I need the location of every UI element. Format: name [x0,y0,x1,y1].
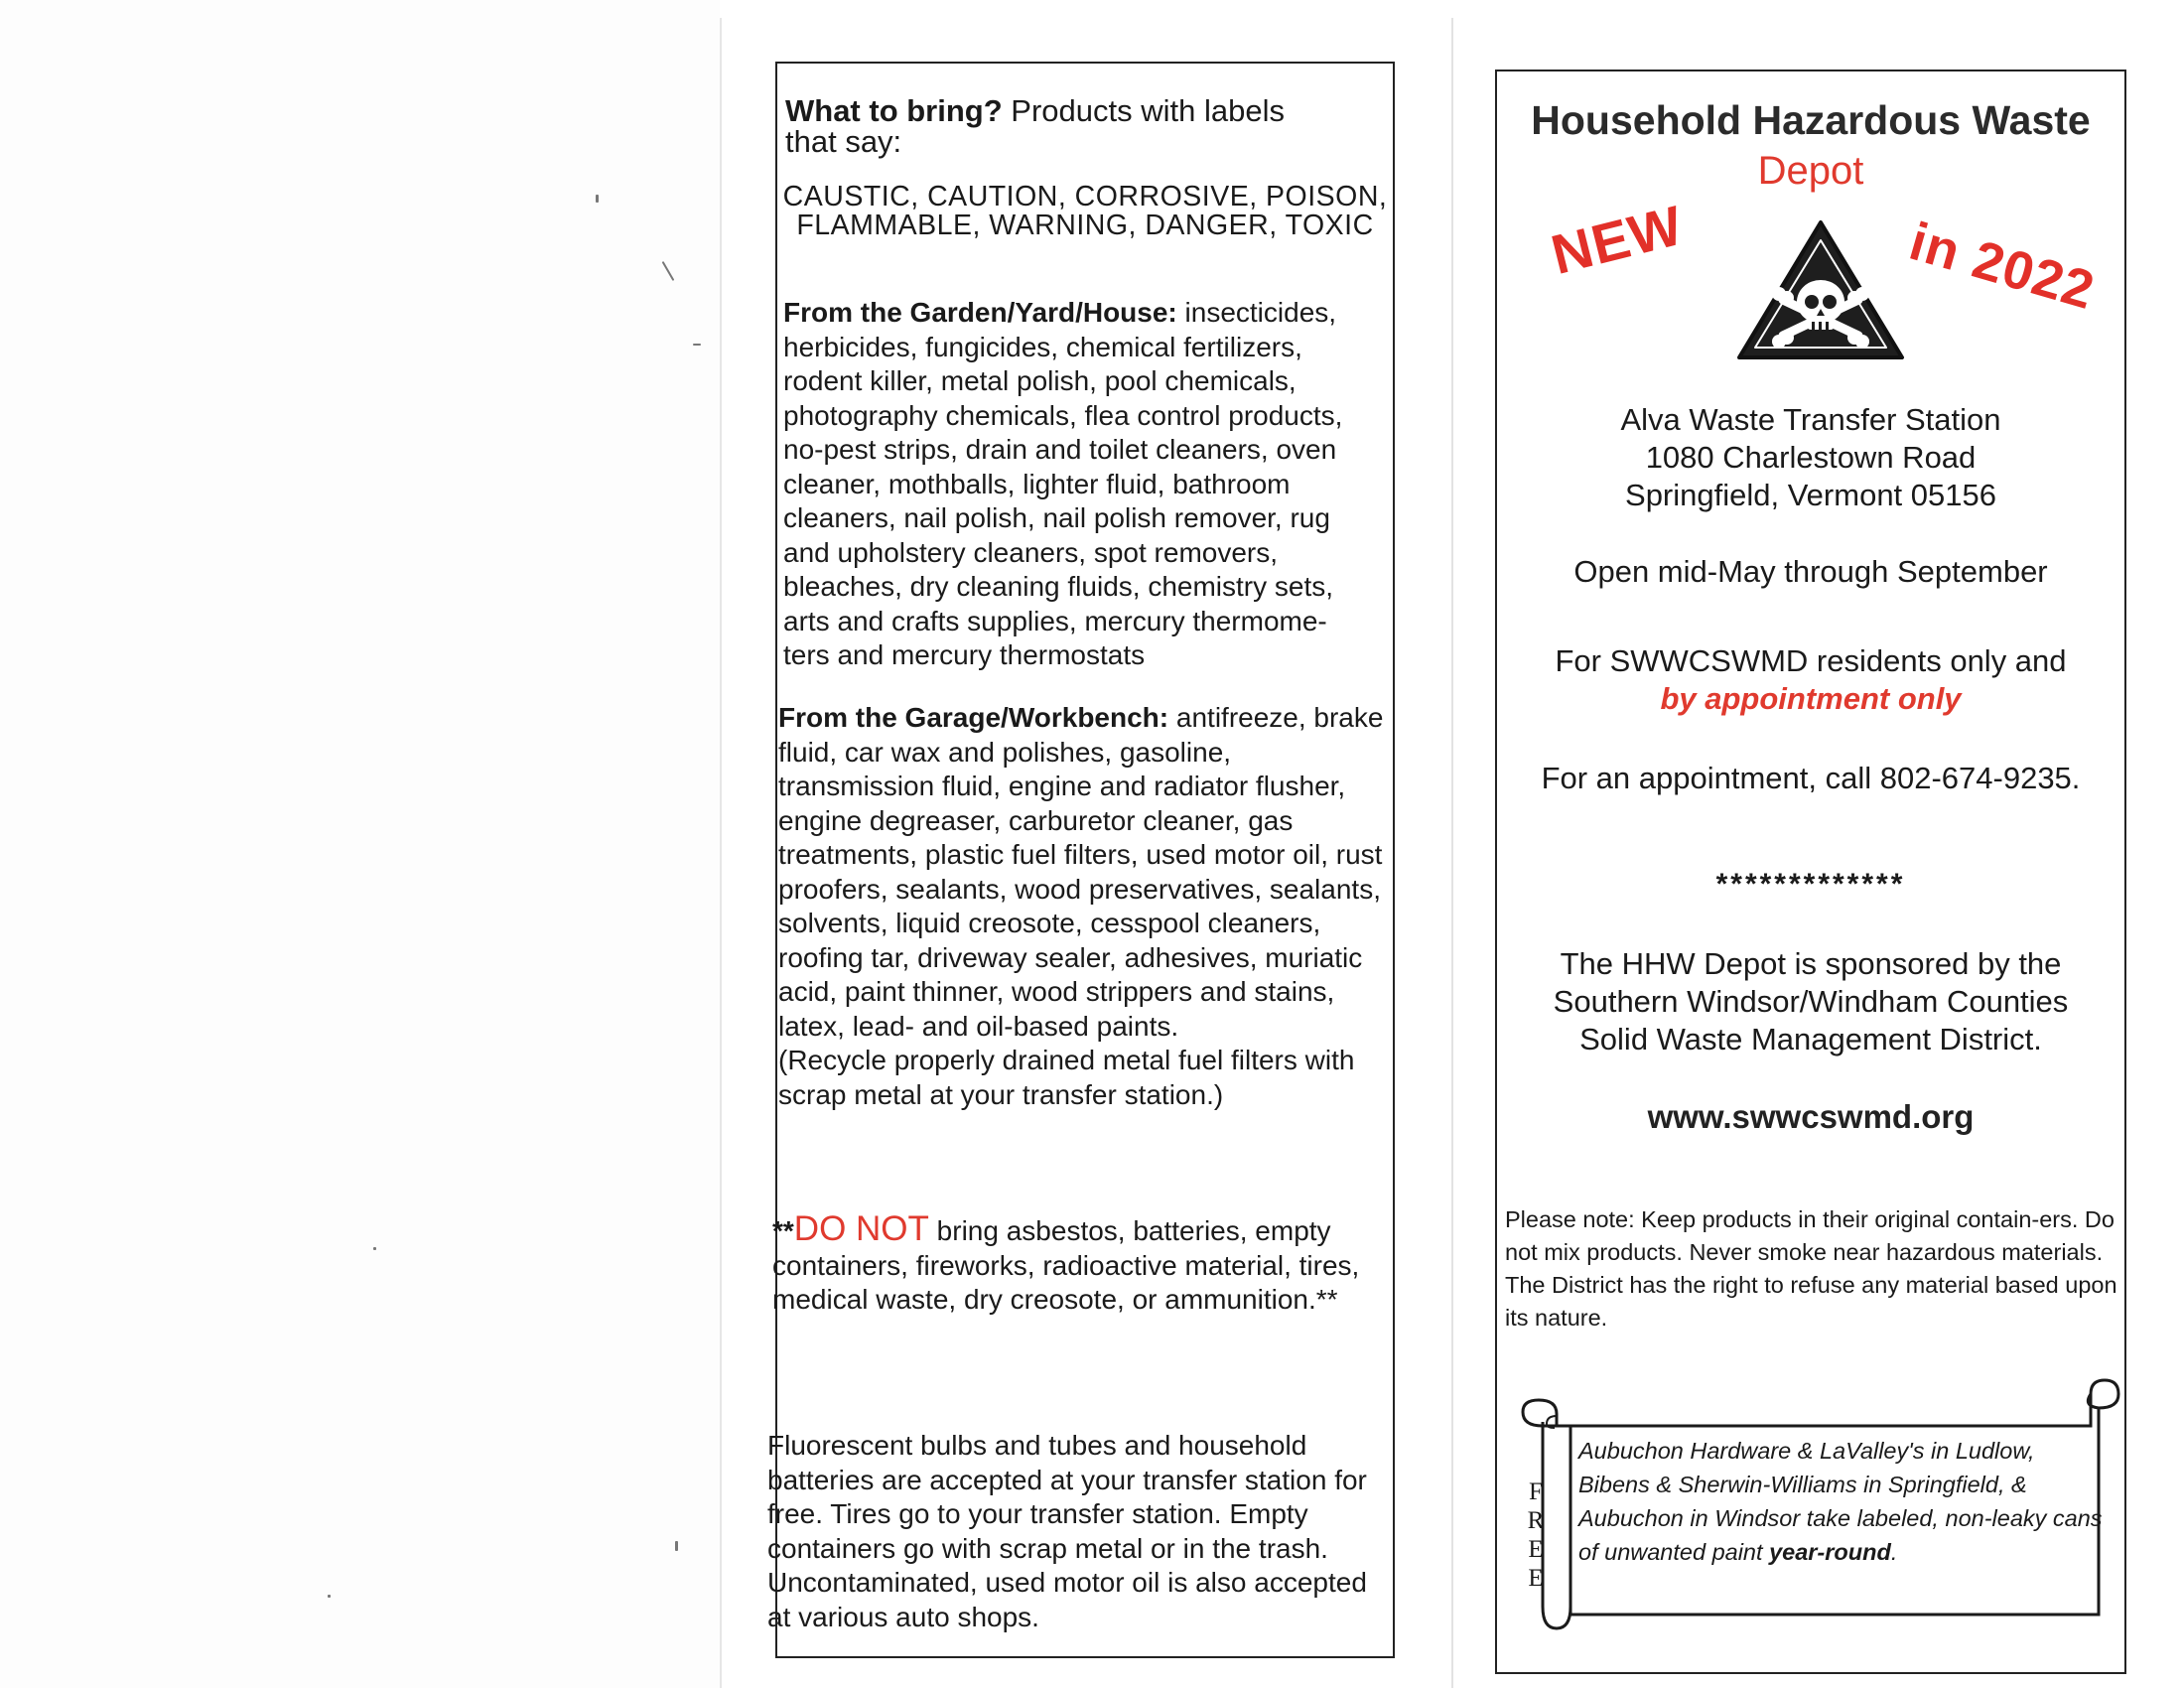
free-letter: F [1529,1478,1543,1505]
what-to-bring-paragraph [785,95,1341,157]
scan-speck [675,1541,678,1551]
address-block [1495,401,2126,514]
website-link[interactable]: www.swwcswmd.org [1647,1098,1975,1135]
free-letter: E [1528,1565,1544,1592]
do-not-paragraph [772,1209,1368,1318]
paint-dropoff-body: Aubuchon Hardware & LaValley's in Ludlow, Bibens & Sherwin-Williams in Springfield, & Aubuchon in Windsor take labeled, non-leaky cans of unwanted paint [1578,1438,2103,1565]
paint-period: . [1890,1539,1898,1565]
free-letter: R [1527,1507,1545,1534]
sponsor-line1: The HHW Depot is sponsored by the [1560,946,2062,981]
depot-title: Household Hazardous Waste [1531,97,2091,143]
year-badge: in 2022 [1903,211,2102,322]
hazard-skull-icon [1733,214,1908,365]
paint-year-round: year-round [1769,1539,1891,1565]
hours-text: Open mid-May through September [1573,554,2048,589]
please-note: Please note: Keep products in their original contain-ers. Do not mix products. Never smoke near hazardous materials. The District has the right to refuse any material based upon its nature. [1505,1206,2117,1331]
fluorescent-paragraph [767,1429,1383,1634]
hazard-labels-line1: CAUSTIC, CAUTION, CORROSIVE, POISON, [782,181,1388,212]
scan-speck [373,1247,376,1250]
garage-paragraph [778,701,1386,1112]
do-not-list: bring asbestos, batteries, empty containers, fireworks, radioactive material, tires, medical waste, dry creosote, or ammunition.** [772,1215,1360,1315]
divider-stars: ************* [1715,868,1906,901]
fluorescent-text: Fluorescent bulbs and tubes and household batteries are accepted at your transfer station for free. Tires go to your transfer station. Empty containers go with scrap metal or in the trash. Uncontaminated, used motor oil is also accepted at various auto shops. [767,1430,1367,1632]
hazard-labels [775,183,1395,240]
sponsor-line2: Southern Windsor/Windham Counties [1553,984,2069,1019]
garage-heading: From the Garage/Workbench: [778,702,1169,733]
depot-subtitle: Depot [1757,149,1864,193]
garden-paragraph [783,296,1371,673]
new-badge: NEW [1545,193,1690,287]
scan-speck [328,1595,331,1598]
address-line1: Alva Waste Transfer Station [1620,402,2001,437]
what-to-bring-heading: What to bring? [785,93,1003,128]
garden-list: insecticides, herbicides, fungicides, chemical fertilizers, rodent killer, metal polish, pool chemicals, photography chemicals, flea control products, no-pest strips, drain and toilet cleaners, oven cleaner, mothballs, lighter fluid, bathroom cleaners, nail polish, nail polish remover, rug and upholstery cleaners, spot removers, bleaches, dry cleaning fluids, chemistry sets, arts and crafts supplies, mercury thermome-ters and mercury thermostats [783,297,1343,670]
phone-line: For an appointment, call 802-674-9235. [1541,761,2081,795]
hazard-labels-line2: FLAMMABLE, WARNING, DANGER, TOXIC [796,210,1374,241]
do-not-stars: ** [772,1215,794,1246]
sponsor-line3: Solid Waste Management District. [1579,1022,2042,1056]
what-to-bring-intro: Products with labels that say: [785,93,1285,159]
appointment-only-text: by appointment only [1660,681,1962,716]
residents-text: For SWWCSWMD residents only and [1555,643,2067,678]
garden-heading: From the Garden/Yard/House: [783,297,1177,328]
scan-speck [596,195,599,203]
scan-speck [693,344,701,346]
garage-recycle-note: (Recycle properly drained metal fuel filters with scrap metal at your transfer station.) [778,1045,1355,1110]
blank-page [0,0,720,1688]
paint-dropoff-text [1578,1434,2103,1569]
garage-list: antifreeze, brake fluid, car wax and polishes, gasoline, transmission fluid, engine and radiator flusher, engine degreaser, carburetor cleaner, gas treatments, plastic fuel filters, used motor oil, rust proofers, sealants, wood preservatives, sealants, solvents, liquid creosote, cesspool cleaners, roofing tar, driveway sealer, adhesives, muriatic acid, paint thinner, wood strippers and stains, latex, lead- and oil-based paints. [778,702,1384,1042]
free-letter: E [1528,1536,1544,1563]
sponsor-block [1495,945,2126,1058]
address-line3: Springfield, Vermont 05156 [1625,478,1996,512]
free-letters [1525,1477,1547,1593]
do-not-emphasis: DO NOT [793,1209,929,1248]
address-line2: 1080 Charlestown Road [1645,440,1977,475]
scan-speck [662,261,675,281]
